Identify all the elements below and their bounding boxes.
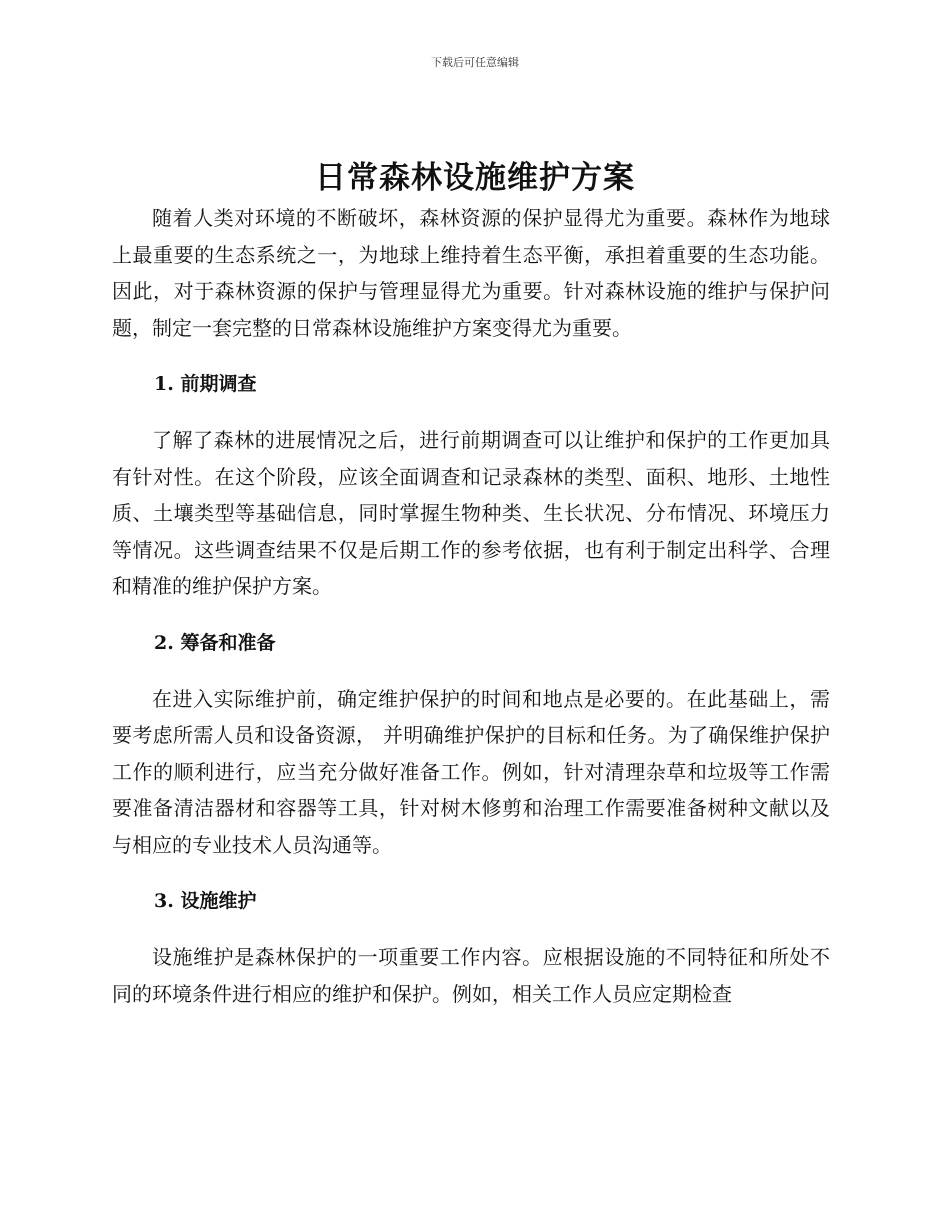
section-body-preparation: 在进入实际维护前，确定维护保护的时间和地点是必要的。在此基础上，需要考虑所需人员和设备资源， 并明确维护保护的目标和任务。为了确保维护保护工作的顺利进行，应当充分做好准备工作。例如，针对清理杂草和垃圾等工作需要准备清洁器材和容器等工具，针对树木修剪和治理工作需要准备树种文献以及与相应的专业技术人员沟通等。 xyxy=(112,686,830,857)
section-body-survey: 了解了森林的进展情况之后，进行前期调查可以让维护和保护的工作更加具有针对性。在这个阶段，应该全面调查和记录森林的类型、面积、地形、土地性质、土壤类型等基础信息，同时掌握生物种类、生长状况、分布情况、环境压力等情况。这些调查结果不仅是后期工作的参考依据，也有利于制定出科学、合理和精准的维护保护方案。 xyxy=(112,428,830,598)
intro-paragraph: 随着人类对环境的不断破坏，森林资源的保护显得尤为重要。森林作为地球上最重要的生态系统之一，为地球上维持着生态平衡，承担着重要的生态功能。因此，对于森林资源的保护与管理显得尤为重要。针对森林设施的维护与保护问题，制定一套完整的日常森林设施维护方案变得尤为重要。 xyxy=(112,206,830,340)
section-heading-survey: 1. 前期调查 xyxy=(154,373,257,395)
section-heading-preparation: 2. 筹备和准备 xyxy=(154,631,276,654)
document-body xyxy=(112,200,830,1012)
page-title: 日常森林设施维护方案 xyxy=(315,160,635,196)
section-body-maintenance: 设施维护是森林保护的一项重要工作内容。应根据设施的不同特征和所处不同的环境条件进行相应的维护和保护。例如，相关工作人员应定期检查 xyxy=(112,945,830,1006)
header-note: 下载后可任意编辑 xyxy=(431,56,519,69)
section-heading-maintenance: 3. 设施维护 xyxy=(154,890,257,912)
